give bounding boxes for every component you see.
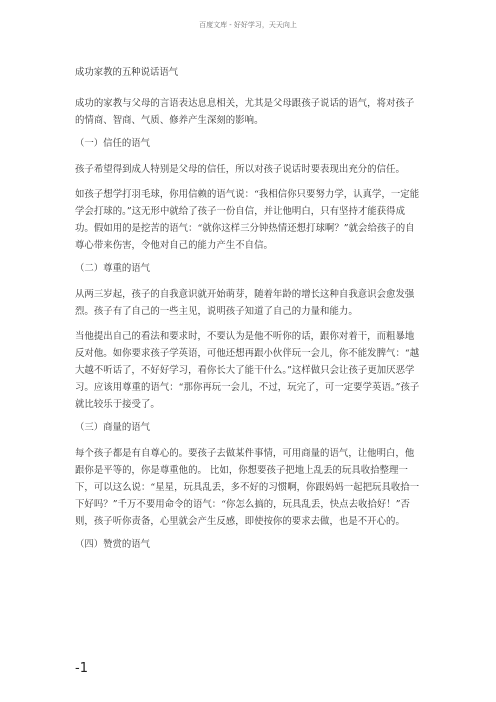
discuss-paragraph-1: 每个孩子都是有自尊心的。要孩子去做某件事情，可用商量的语气，让他明白，他跟你是平等的，你是尊重他的。 比如，你想要孩子把地上乱丢的玩具收拾整理一下，可以这么说：“星星，玩具乱丢，多不好的习惯啊，你跟妈妈一起把玩具收拾一下好吗？”千万不要用命令的语气：“你怎么搞的，玩具乱丢，快点去收拾好！”否则，孩子听你责备，心里就会产生反感，即使按你的要求去做，也是不开心的。 — [75, 448, 420, 527]
trust-paragraph-1: 孩子希望得到成人特别是父母的信任，所以对孩子说话时要表现出充分的信任。 — [75, 164, 405, 175]
section-heading-discuss: （三）商量的语气 — [75, 422, 151, 433]
section-heading-praise: （四）赞赏的语气 — [75, 539, 151, 550]
respect-paragraph-1: 从两三岁起，孩子的自我意识就开始萌芽，随着年龄的增长这种自我意识会愈发强烈。孩子有了自己的一些主见，说明孩子知道了自己的力量和能力。 — [75, 289, 415, 317]
document-body — [75, 66, 423, 562]
page-number: -1 — [75, 661, 88, 676]
page-header: 百度文库 - 好好学习，天天向上 — [199, 21, 297, 29]
intro-paragraph: 成功的家教与父母的言语表达息息相关，尤其是父母跟孩子说话的语气，将对孩子的情商、智商、气质、修养产生深刻的影响。 — [75, 98, 415, 126]
trust-paragraph-2: 如孩子想学打羽毛球，你用信赖的语气说：“我相信你只要努力学，认真学，一定能学会打球的。”这无形中就给了孩子一份自信，并让他明白，只有坚持才能获得成功。假如用的是挖苦的语气：“就你这样三分钟热情还想打球啊？”就会给孩子的自尊心带来伤害，令他对自己的能力产生不自信。 — [75, 189, 420, 251]
document-title: 成功家教的五种说话语气 — [75, 67, 179, 78]
section-heading-respect: （二）尊重的语气 — [75, 263, 151, 274]
section-heading-trust: （一）信任的语气 — [75, 138, 151, 149]
respect-paragraph-2: 当他提出自己的看法和要求时，不要认为是他不听你的话，跟你对着干，而粗暴地反对他。如你要求孩子学英语，可他还想再跟小伙伴玩一会儿，你不能发脾气：“越大越不听话了，不好好学习，看你长大了能干什么。”这样做只会让孩子更加厌恶学习。应该用尊重的语气：“那你再玩一会儿，不过，玩完了，可一定要学英语。”孩子就比较乐于接受了。 — [75, 331, 420, 410]
